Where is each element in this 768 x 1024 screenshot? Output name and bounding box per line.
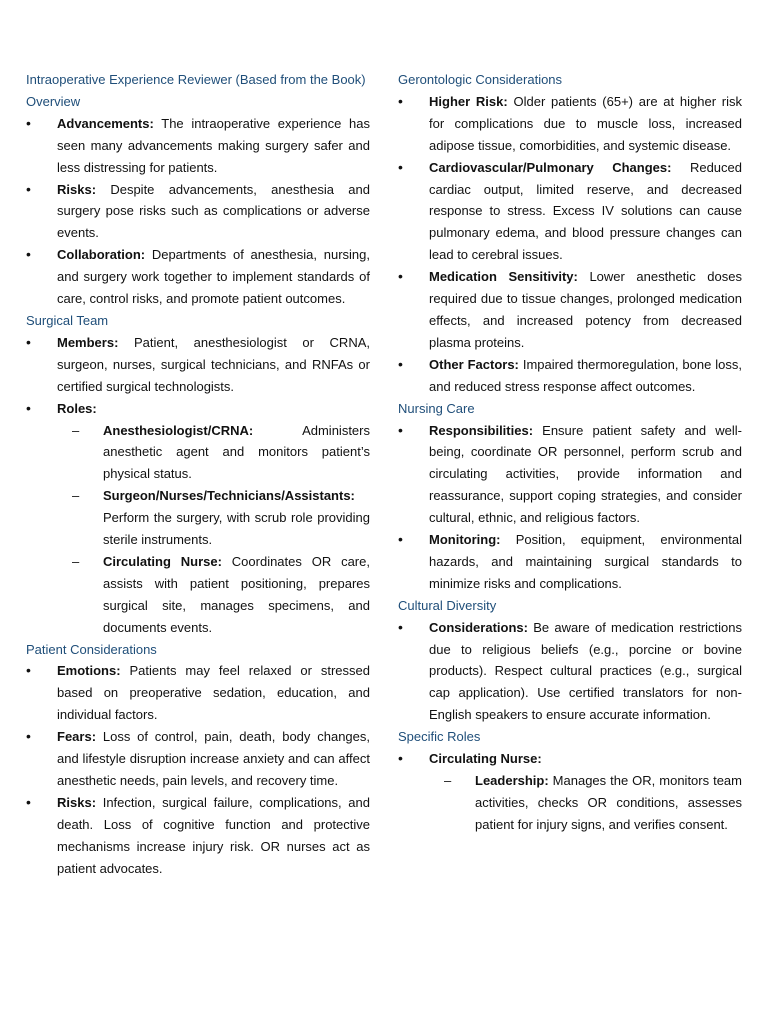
list-item	[398, 157, 742, 267]
item-text: Ensure patient safety and well-being, coordinate OR personnel, perform scrub and circulating activities, provide information and reassurance, support coping strategies, and consider cultural, ethnic, and religious factors.	[429, 422, 742, 526]
item-text: Be aware of medication restrictions due to religious beliefs (e.g., porcine or bovine products). Respect cultural practices (e.g., surgical cap application). Use certified translators for non-English speakers to ensure accurate information.	[429, 619, 742, 723]
list-item	[26, 792, 370, 880]
item-label: Members:	[57, 334, 119, 350]
list-item	[26, 660, 370, 726]
overview-list	[26, 113, 370, 310]
list-item	[398, 529, 742, 595]
patient-considerations-list	[26, 660, 370, 879]
item-label: Emotions:	[57, 663, 121, 679]
nursing-care-list	[398, 420, 742, 595]
item-label: Fears:	[57, 729, 97, 745]
item-text: Lower anesthetic doses required due to tissue changes, prolonged medication effects, and increased potency from decreased plasma proteins.	[429, 269, 742, 350]
sub-list-item	[429, 770, 742, 836]
item-label: Monitoring:	[429, 532, 501, 548]
sub-list-item	[57, 420, 370, 486]
item-text: Reduced cardiac output, limited reserve, and decreased response to stress. Excess IV solutions can cause pulmonary edema, and blood pressure changes can lead to cerebral issues.	[429, 159, 742, 263]
section-heading-overview: Overview	[26, 93, 81, 109]
surgical-team-list	[26, 332, 370, 639]
item-label: Other Factors:	[429, 356, 519, 372]
item-text: Manages the OR, monitors team activities, checks OR conditions, assesses patient for injury signs, and verifies consent.	[475, 773, 742, 832]
document-title: Intraoperative Experience Reviewer (Based from the Book)	[26, 72, 366, 87]
section-heading-surgical-team: Surgical Team	[26, 312, 109, 328]
right-column	[398, 69, 742, 880]
section-heading-cultural-diversity: Cultural Diversity	[398, 597, 497, 613]
section-heading-patient-considerations: Patient Considerations	[26, 641, 157, 657]
list-item	[398, 420, 742, 530]
item-text: Despite advancements, anesthesia and surgery pose risks such as complications or adverse events.	[57, 181, 370, 241]
specific-roles-list	[398, 748, 742, 836]
item-label: Circulating Nurse:	[429, 751, 542, 767]
list-item	[26, 726, 370, 792]
list-item	[26, 244, 370, 310]
list-item	[26, 179, 370, 245]
list-item	[26, 113, 370, 179]
list-item	[26, 332, 370, 398]
item-label: Advancements:	[57, 115, 154, 131]
item-label: Medication Sensitivity:	[429, 269, 578, 285]
sub-list-item	[57, 485, 370, 551]
gerontologic-list	[398, 91, 742, 398]
item-label: Considerations:	[429, 619, 528, 635]
item-label: Risks:	[57, 181, 97, 197]
item-text: Older patients (65+) are at higher risk for complications due to muscle loss, increased adipose tissue, comorbidities, and systemic disease.	[429, 93, 743, 153]
item-text: Infection, surgical failure, complications, and death. Loss of cognitive function and protective mechanisms increase injury risk. OR nurses act as patient advocates.	[57, 794, 370, 876]
item-label: Responsibilities:	[429, 422, 534, 438]
item-text: Coordinates OR care, assists with patient positioning, prepares surgical site, manages specimens, and documents events.	[103, 553, 370, 635]
item-text: Patients may feel relaxed or stressed based on preoperative sedation, education, and individual factors.	[57, 663, 370, 723]
item-text: Administers anesthetic agent and monitors patient’s physical status.	[103, 422, 370, 482]
item-label: Leadership:	[475, 773, 549, 788]
item-label: Surgeon/Nurses/Technicians/Assistants:	[103, 488, 355, 504]
item-text: Perform the surgery, with scrub role providing sterile instruments.	[103, 510, 370, 548]
item-text: Impaired thermoregulation, bone loss, and reduced stress response affect outcomes.	[429, 356, 742, 394]
item-text: Patient, anesthesiologist or CRNA, surgeon, nurses, surgical technicians, and RNFAs or certified surgical technologists.	[57, 334, 370, 394]
item-text: Loss of control, pain, death, body changes, and lifestyle disruption increase anxiety and can affect anesthetic needs, pain levels, and recovery time.	[57, 729, 370, 788]
item-text: Position, equipment, environmental hazards, and maintaining surgical standards to minimize risks and complications.	[429, 532, 742, 591]
list-item	[398, 91, 742, 157]
item-text: The intraoperative experience has seen many advancements making surgery safer and less distressing for patients.	[57, 115, 370, 175]
circulating-nurse-sublist	[429, 770, 742, 836]
item-label: Anesthesiologist/CRNA:	[103, 422, 254, 438]
item-label: Roles:	[57, 400, 97, 416]
item-label: Higher Risk:	[429, 93, 508, 109]
sub-list-item	[57, 551, 370, 639]
section-heading-gerontologic: Gerontologic Considerations	[398, 72, 563, 87]
item-label: Circulating Nurse:	[103, 553, 222, 569]
list-item	[398, 748, 742, 836]
item-label: Risks:	[57, 794, 97, 810]
document-page	[26, 69, 742, 880]
section-heading-nursing-care: Nursing Care	[398, 400, 475, 416]
left-column	[26, 69, 370, 880]
cultural-diversity-list	[398, 617, 742, 727]
roles-sublist	[57, 420, 370, 639]
item-label: Collaboration:	[57, 247, 146, 263]
list-item	[398, 266, 742, 354]
list-item	[398, 354, 742, 398]
list-item	[398, 617, 742, 727]
item-text: Departments of anesthesia, nursing, and surgery work together to implement standards of care, control risks, and promote patient outcomes.	[57, 247, 370, 307]
section-heading-specific-roles: Specific Roles	[398, 729, 481, 745]
list-item	[26, 398, 370, 639]
item-label: Cardiovascular/Pulmonary Changes:	[429, 159, 672, 175]
